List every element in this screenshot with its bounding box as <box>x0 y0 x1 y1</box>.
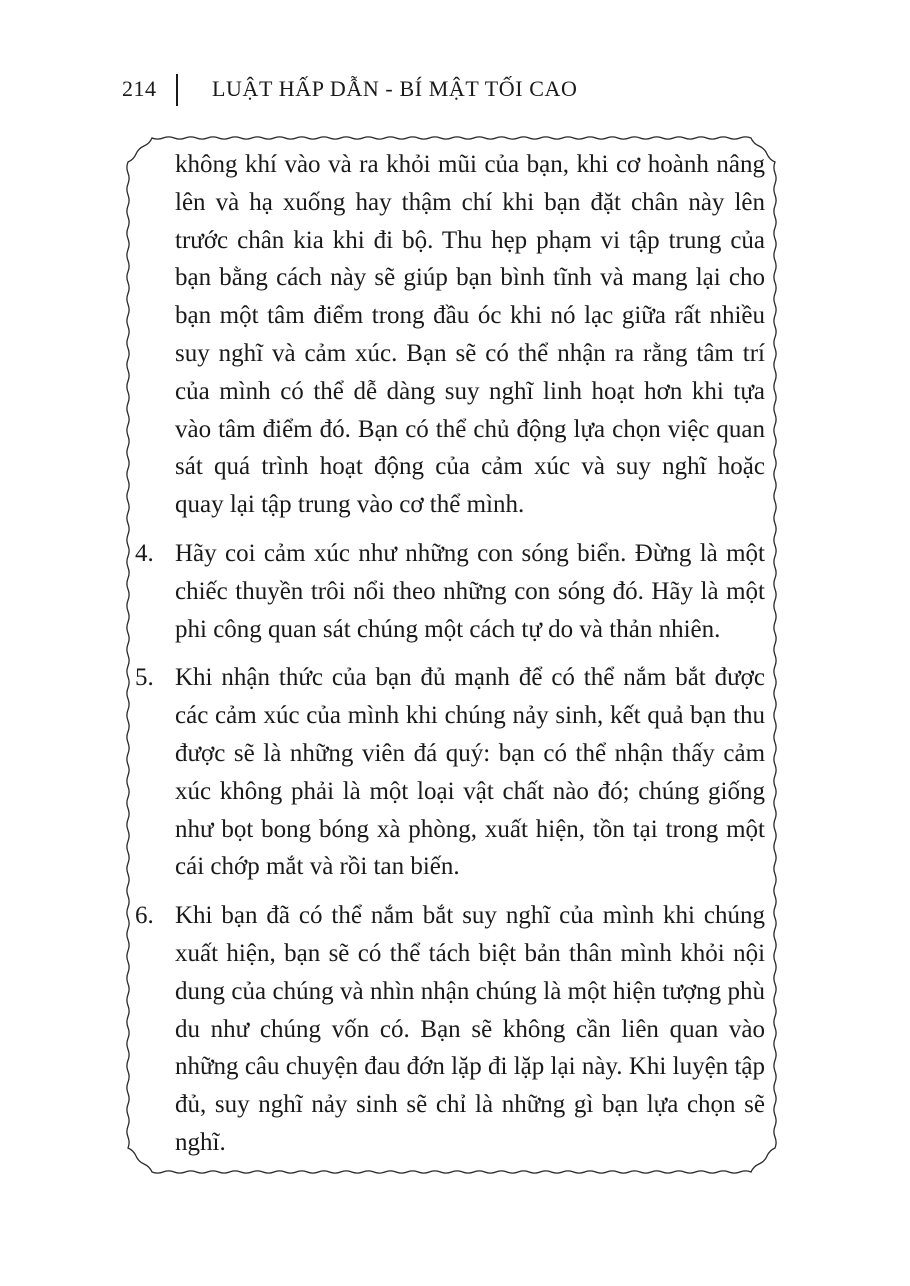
text-line: lựa chọn việc quan sát quá trình hoạt động của cảm xúc <box>175 415 765 481</box>
list-number: 4. <box>135 539 154 567</box>
text-line: giữa rất nhiều suy nghĩ và cảm xúc. Bạn sẽ có thể nhận <box>175 302 766 367</box>
list-item-4 <box>135 535 765 648</box>
text-line: ra rằng tâm trí của mình có thể dễ dàng suy nghĩ linh <box>175 339 765 405</box>
list-item-6 <box>135 897 766 1162</box>
text-line: nâng lên và hạ xuống hay thậm chí khi bạn đặt chân <box>175 151 766 216</box>
text-line: trung của bạn bằng cách này sẽ giúp bạn bình tĩnh và <box>175 226 766 292</box>
text-line: trong một cái chớp mắt và rồi tan biến. <box>175 815 766 881</box>
text-line: hoạt hơn khi tựa vào tâm điểm đó. Bạn có thể chủ động <box>175 377 765 443</box>
text-line: xuất hiện, bạn sẽ có thể tách biệt bản thân mình khỏi <box>175 939 725 967</box>
text-line: bạn lựa chọn sẽ nghĩ. <box>175 1091 766 1156</box>
text-line: thu được sẽ là những viên đá quý: bạn có thể nhận thấy <box>175 702 766 767</box>
text-line: phi công quan sát chúng một cách tự do và thản nhiên. <box>175 615 721 643</box>
page-header <box>0 74 910 108</box>
header-divider <box>176 74 178 106</box>
text-line: này lên trước chân kia khi đi bộ. Thu hẹp phạm vi tập <box>175 188 766 254</box>
text-line: không khí vào và ra khỏi mũi của bạn, khi cơ hoành <box>175 151 709 178</box>
text-line: quan vào những câu chuyện đau đớn lặp đi lặp lại này. <box>175 1015 765 1081</box>
text-line: nội dung của chúng và nhìn nhận chúng là một hiện <box>175 939 766 1005</box>
text-line: cảm xúc không phải là một loại vật chất nào đó; chúng <box>175 739 766 805</box>
text-line: tượng phù du như chúng vốn có. Bạn sẽ không cần liên <box>175 977 766 1043</box>
list-item-5 <box>135 659 766 886</box>
page-number: 214 <box>122 76 157 101</box>
text-line: Khi nhận thức của bạn đủ mạnh để có thể nắm bắt được <box>175 664 765 692</box>
list-number: 5. <box>135 664 154 692</box>
continuation-paragraph <box>175 146 765 524</box>
text-line: và suy nghĩ hoặc quay lại tập trung vào cơ thể mình. <box>175 453 765 519</box>
text-line: các cảm xúc của mình khi chúng nảy sinh, kết quả bạn <box>175 702 727 730</box>
text-line: Khi luyện tập đủ, suy nghĩ nảy sinh sẽ chỉ là những gì <box>175 1053 765 1119</box>
running-title: LUẬT HẤP DẪN - BÍ MẬT TỐI CAO <box>212 76 578 101</box>
text-line: Khi bạn đã có thể nắm bắt suy nghĩ của mình khi chúng <box>175 902 765 930</box>
text-line: chiếc thuyền trôi nổi theo những con sóng đó. Hãy là một <box>175 577 765 605</box>
text-line: mang lại cho bạn một tâm điểm trong đầu óc khi nó lạc <box>175 264 765 330</box>
list-number: 6. <box>135 902 154 930</box>
body-text <box>135 146 766 1162</box>
text-line: giống như bọt bong bóng xà phòng, xuất hiện, tồn tại <box>175 777 765 843</box>
text-line: Hãy coi cảm xúc như những con sóng biển. Đừng là một <box>175 539 765 567</box>
